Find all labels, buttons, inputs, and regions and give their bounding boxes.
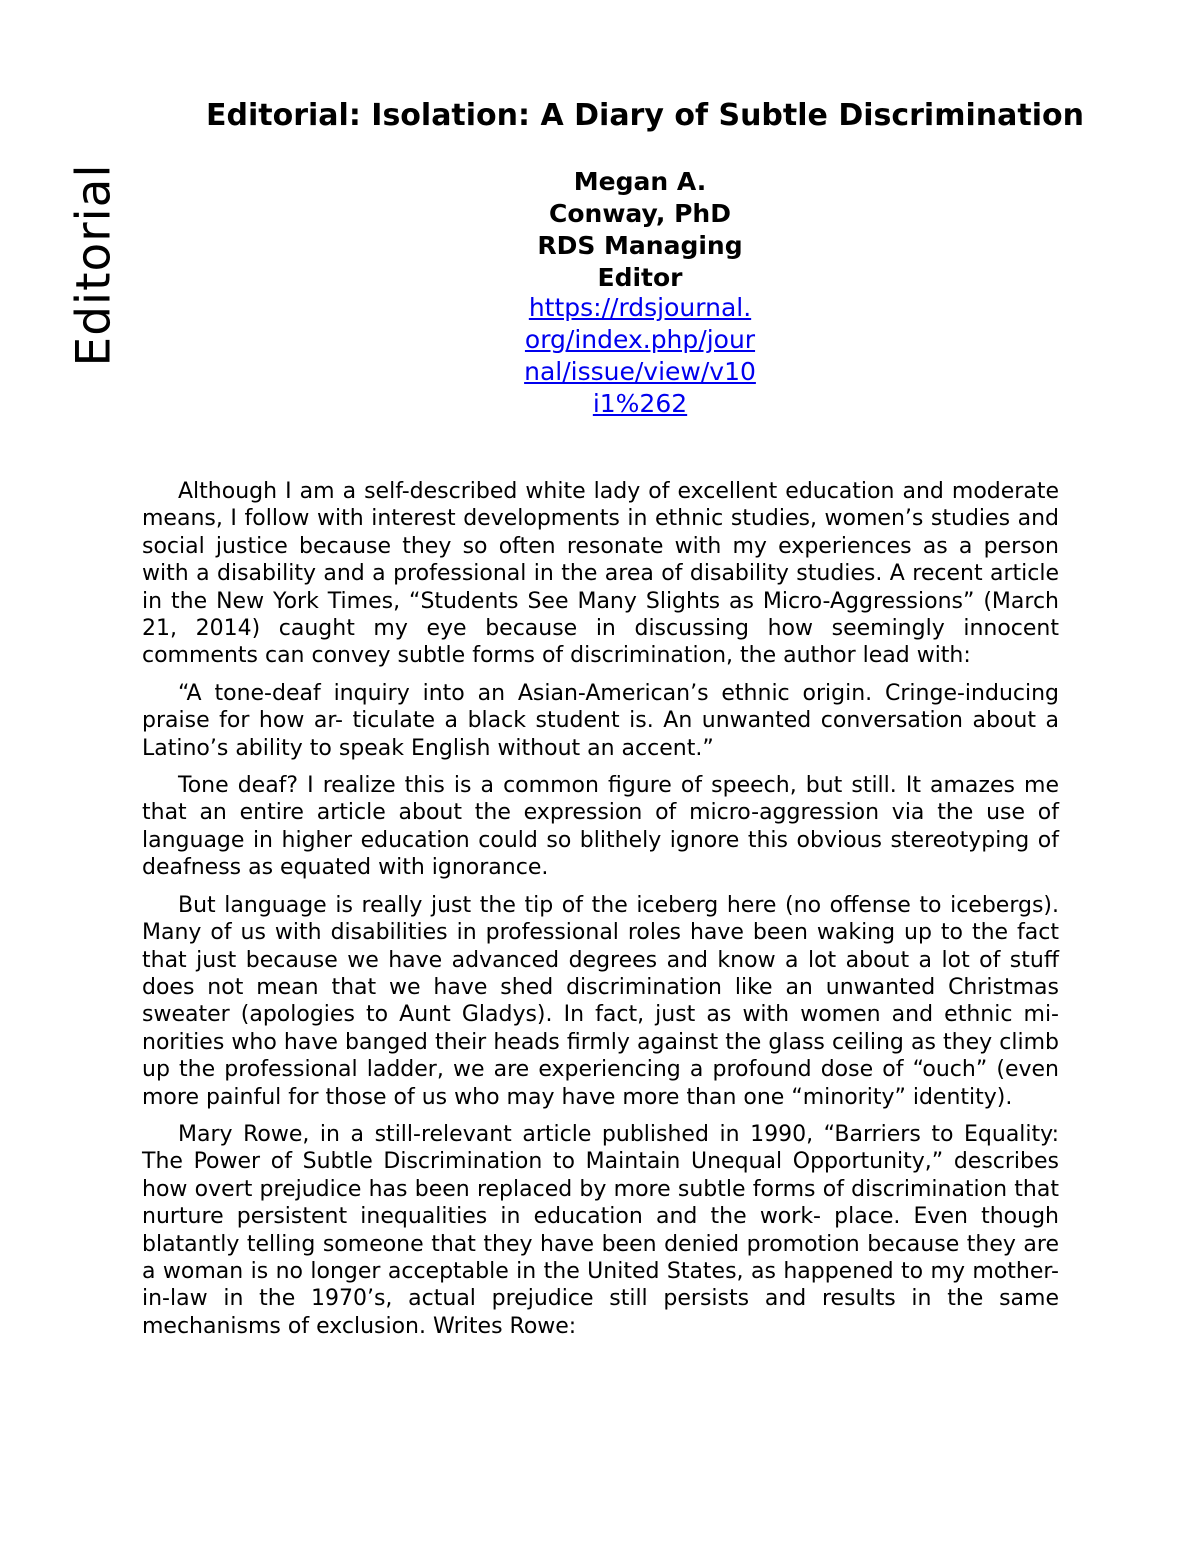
section-side-label [64,165,124,365]
body-paragraph: But language is really just the tip of the iceberg here (no offense to icebergs). Many of us with disabilities in professional roles have been waking up to the fact that just because we have advanced degrees and know a lot about a lot of stuff does not mean that we have shed discrimination like an unwanted Christmas sweater (apologies to Aunt Gladys). In fact, just as with women and ethnic mi- norities who have banged their heads firmly against the glass ceiling as they climb up the professional ladder, we are experiencing a profound dose of “ouch” (even more painful for those of us who may have more than one “minority” identity). [142,892,1059,1110]
body-paragraph: Mary Rowe, in a still-relevant article published in 1990, “Barriers to Equality: The Power of Subtle Discrimination to Maintain Unequal Opportunity,” describes how overt prejudice has been replaced by more subtle forms of discrimination that nurture persistent inequalities in education and the work- place. Even though blatantly telling someone that they have been denied promotion because they are a woman is no longer acceptable in the United States, as happened to my mother-in-law in the 1970’s, actual prejudice still persists and results in the same mechanisms of exclusion. Writes Rowe: [142,1121,1059,1339]
body-paragraph: Tone deaf? I realize this is a common figure of speech, but still. It amazes me that an entire article about the expression of micro-aggression via the use of language in higher education could so blithely ignore this obvious stereotyping of deafness as equated with ignorance. [142,773,1059,881]
author-line: Conway, PhD [549,199,731,228]
journal-link-line: i1%262 [592,389,688,418]
author-block [500,166,780,294]
journal-issue-link[interactable] [490,292,790,420]
author-line: Megan A. [573,167,707,196]
author-line: Editor [597,263,683,292]
article-title: Editorial: Isolation: A Diary of Subtle Discrimination [206,98,1084,133]
journal-link-line: org/index.php/jour [524,325,756,354]
author-line: RDS Managing [537,231,743,260]
quote-paragraph: “A tone-deaf inquiry into an Asian-American’s ethnic origin. Cringe-inducing praise for how ar- ticulate a black student is. An unwanted conversation about a Latino’s ability to speak English without an accent.” [142,680,1059,761]
journal-link-line: https://rdsjournal. [528,293,752,322]
section-side-label-text: Editorial [66,163,122,367]
article-body [142,478,1059,1350]
journal-link-line: nal/issue/view/v10 [524,357,756,386]
body-paragraph: Although I am a self-described white lady of excellent education and moderate means, I follow with interest developments in ethnic studies, women’s studies and social justice because they so often resonate with my experiences as a person with a disability and a professional in the area of disability studies. A recent article in the New York Times, “Students See Many Slights as Micro-Aggressions” (March 21, 2014) caught my eye because in discussing how seemingly innocent comments can convey subtle forms of discrimination, the author lead with: [142,479,1059,669]
